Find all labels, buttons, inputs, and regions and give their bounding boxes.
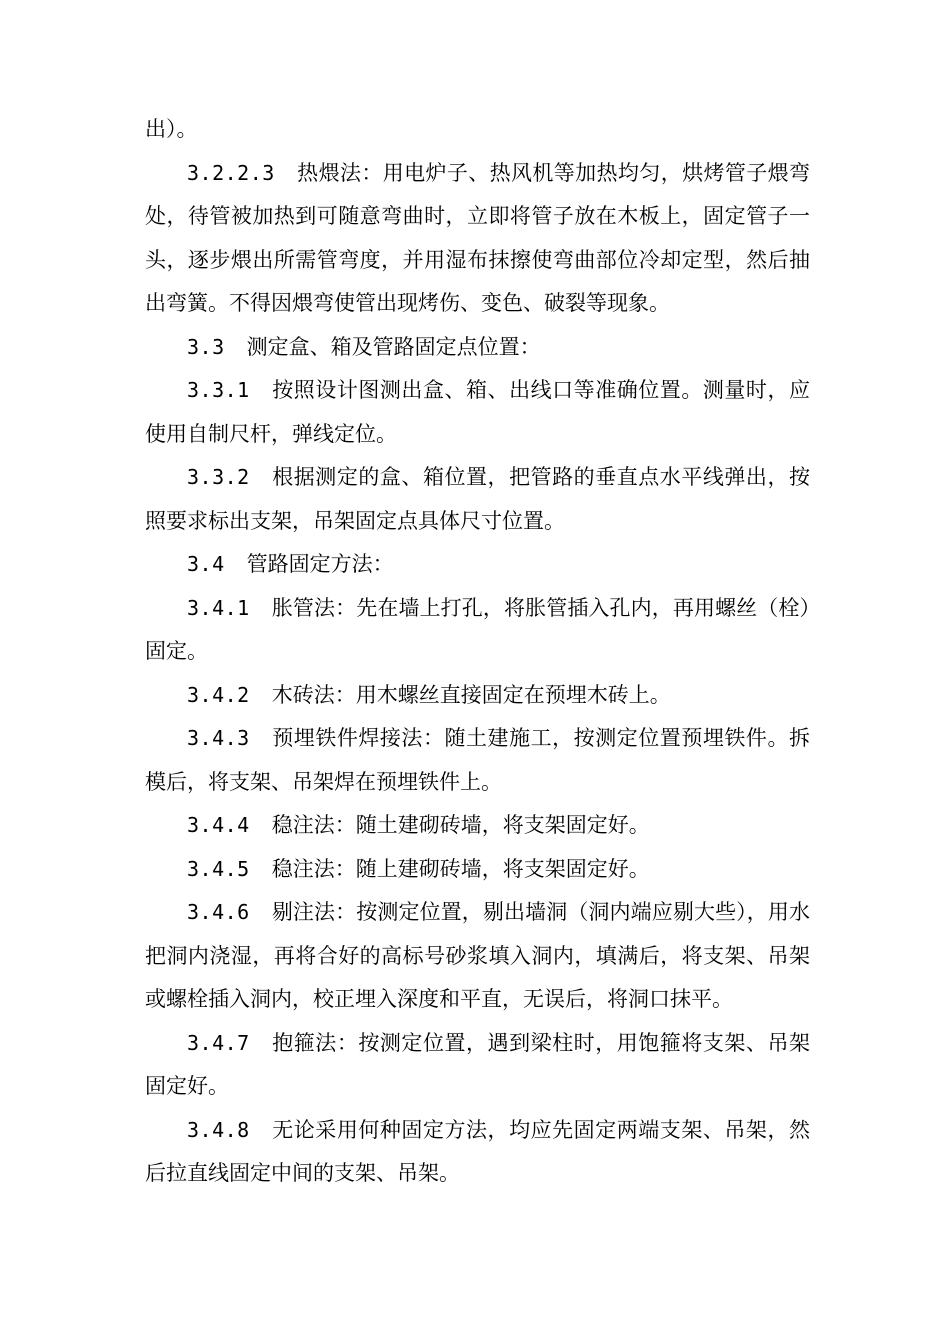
paragraph-text: 预埋铁件焊接法：随土建施工，按测定位置预埋铁件。拆模后，将支架、吊架焊在预埋铁件上。	[145, 726, 810, 794]
paragraph-text: 抱箍法：按测定位置，遇到梁柱时，用饱箍将支架、吊架固定好。	[145, 1030, 810, 1098]
section-number: 3.4.5	[187, 856, 250, 881]
paragraph-text: 测定盒、箱及管路固定点位置：	[246, 334, 541, 359]
section-number: 3.4.1	[187, 595, 250, 620]
paragraph-3-3-2	[145, 456, 810, 543]
section-number: 3.4.6	[187, 900, 250, 924]
paragraph-text: 出）。	[145, 117, 198, 141]
paragraph-3-4	[145, 543, 810, 587]
section-number: 3.4.3	[187, 726, 250, 750]
section-number: 3.3.2	[187, 465, 250, 489]
section-number: 3.2.2.3	[187, 160, 275, 185]
paragraph-3-4-8	[145, 1109, 810, 1196]
section-number: 3.4.8	[187, 1117, 250, 1142]
paragraph-text: 管路固定方法：	[246, 552, 394, 576]
section-number: 3.3	[187, 334, 225, 359]
paragraph-text: 热煨法：用电炉子、热风机等加热均匀，烘烤管子煨弯处，待管被加热到可随意弯曲时，立即将管子放在木板上，固定管子一头，逐步煨出所需管弯度，并用湿布抹擦使弯曲部位冷却定型，然后抽出弯簧。不得因煨弯使管出现烤伤、变色、破裂等现象。	[145, 160, 810, 315]
paragraph-3-2-2-3	[145, 152, 810, 326]
paragraph-text: 无论采用何种固定方法，均应先固定两端支架、吊架，然后拉直线固定中间的支架、吊架。	[145, 1117, 810, 1185]
section-number: 3.4.4	[187, 813, 250, 837]
paragraph-3-4-4	[145, 804, 810, 848]
paragraph-text: 剔注法：按测定位置，剔出墙洞（洞内端应剔大些），用水把洞内浇湿，再将合好的高标号砂浆填入洞内，填满后，将支架、吊架或螺栓插入洞内，校正埋入深度和平直，无误后，将洞口抹平。	[145, 900, 810, 1011]
paragraph-3-3	[145, 326, 810, 370]
paragraph-3-4-6	[145, 891, 810, 1022]
paragraph-text: 根据测定的盒、箱位置，把管路的垂直点水平线弹出，按照要求标出支架，吊架固定点具体尺寸位置。	[145, 465, 810, 533]
section-number: 3.4	[187, 552, 225, 576]
paragraph-text: 稳注法：随上建砌砖墙，将支架固定好。	[271, 856, 650, 881]
paragraph-3-3-1	[145, 369, 810, 456]
paragraph-3-4-1	[145, 587, 810, 674]
paragraph-text: 木砖法：用木螺丝直接固定在预埋木砖上。	[271, 682, 671, 707]
paragraph-text: 胀管法：先在墙上打孔，将胀管插入孔内，再用螺丝（栓）固定。	[145, 595, 810, 663]
section-number: 3.4.7	[187, 1030, 250, 1055]
paragraph-3-4-3	[145, 717, 810, 804]
paragraph-3-4-2	[145, 674, 810, 718]
section-number: 3.4.2	[187, 682, 250, 707]
document-body	[145, 108, 810, 1196]
paragraph-3-4-5	[145, 848, 810, 892]
paragraph-text: 稳注法：随土建砌砖墙，将支架固定好。	[271, 813, 650, 837]
paragraph-text: 按照设计图测出盒、箱、出线口等准确位置。测量时，应使用自制尺杆，弹线定位。	[145, 378, 810, 446]
paragraph-continuation	[145, 108, 810, 152]
section-number: 3.3.1	[187, 378, 250, 402]
paragraph-3-4-7	[145, 1022, 810, 1109]
